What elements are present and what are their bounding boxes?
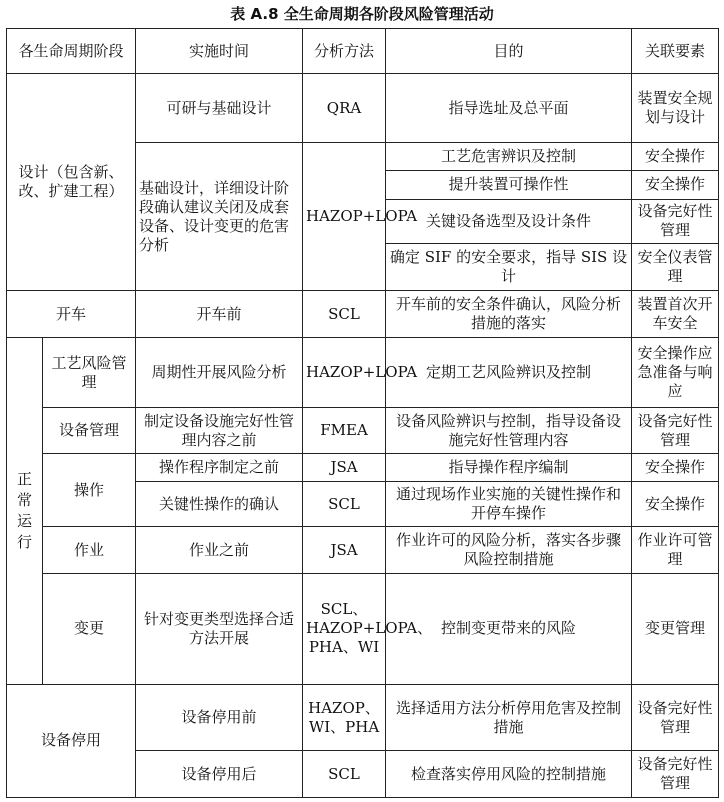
stage-design: 设计（包含新、改、扩建工程） [7, 74, 136, 291]
substage-operation: 操作 [43, 453, 136, 527]
cell-purpose: 指导选址及总平面 [386, 74, 632, 143]
cell-method: SCL [303, 482, 386, 527]
cell-method: SCL、HAZOP+LOPA、PHA、WI [303, 573, 386, 684]
cell-method: SCL [303, 751, 386, 798]
stage-startup: 开车 [7, 291, 136, 337]
substage-equipment: 设备管理 [43, 408, 136, 453]
cell-time: 设备停用后 [136, 751, 303, 798]
table-title: 表 A.8 全生命周期各阶段风险管理活动 [230, 5, 494, 23]
header-row [7, 29, 719, 74]
cell-purpose: 关键设备选型及设计条件 [386, 199, 632, 243]
cell-purpose: 确定 SIF 的安全要求，指导 SIS 设计 [386, 243, 632, 290]
cell-method: JSA [303, 527, 386, 573]
substage-change: 变更 [43, 573, 136, 684]
table-row [7, 337, 719, 408]
cell-element: 作业许可管理 [632, 527, 719, 573]
cell-method: SCL [303, 291, 386, 337]
cell-element: 设备完好性管理 [632, 751, 719, 798]
cell-element: 装置首次开车安全 [632, 291, 719, 337]
cell-time: 基础设计，详细设计阶段确认建议关闭及成套设备、设计变更的危害分析 [136, 143, 303, 291]
cell-purpose: 设备风险辨识与控制，指导设备设施完好性管理内容 [386, 408, 632, 453]
header-element: 关联要素 [632, 29, 719, 74]
table-row [7, 573, 719, 684]
cell-time: 周期性开展风险分析 [136, 337, 303, 408]
table-row [7, 684, 719, 751]
cell-purpose: 工艺危害辨识及控制 [386, 143, 632, 171]
cell-time: 操作程序制定之前 [136, 453, 303, 481]
cell-element: 设备完好性管理 [632, 408, 719, 453]
cell-element: 变更管理 [632, 573, 719, 684]
table-row [7, 291, 719, 337]
cell-purpose: 检查落实停用风险的控制措施 [386, 751, 632, 798]
cell-purpose: 作业许可的风险分析，落实各步骤风险控制措施 [386, 527, 632, 573]
cell-time: 制定设备设施完好性管理内容之前 [136, 408, 303, 453]
cell-method: QRA [303, 74, 386, 143]
cell-method: HAZOP+LOPA [303, 143, 386, 291]
lifecycle-risk-table [6, 28, 719, 798]
cell-purpose: 指导操作程序编制 [386, 453, 632, 481]
table-row [7, 408, 719, 453]
cell-element: 安全操作 [632, 143, 719, 171]
header-method: 分析方法 [303, 29, 386, 74]
cell-time: 开车前 [136, 291, 303, 337]
substage-work: 作业 [43, 527, 136, 573]
cell-element: 安全操作应急准备与响应 [632, 337, 719, 408]
substage-process-risk: 工艺风险管理 [43, 337, 136, 408]
cell-element: 装置安全规划与设计 [632, 74, 719, 143]
header-purpose: 目的 [386, 29, 632, 74]
cell-time: 作业之前 [136, 527, 303, 573]
cell-method: JSA [303, 453, 386, 481]
cell-purpose: 选择适用方法分析停用危害及控制措施 [386, 684, 632, 751]
table-row [7, 74, 719, 143]
cell-method: HAZOP+LOPA [303, 337, 386, 408]
cell-element: 设备完好性管理 [632, 684, 719, 751]
cell-element: 安全操作 [632, 482, 719, 527]
cell-purpose: 通过现场作业实施的关键性操作和开停车操作 [386, 482, 632, 527]
cell-method: FMEA [303, 408, 386, 453]
cell-purpose: 开车前的安全条件确认，风险分析措施的落实 [386, 291, 632, 337]
cell-element: 安全操作 [632, 171, 719, 199]
cell-time: 设备停用前 [136, 684, 303, 751]
cell-element: 安全仪表管理 [632, 243, 719, 290]
cell-element: 安全操作 [632, 453, 719, 481]
cell-element: 设备完好性管理 [632, 199, 719, 243]
stage-shutdown: 设备停用 [7, 684, 136, 797]
cell-purpose: 控制变更带来的风险 [386, 573, 632, 684]
cell-purpose: 提升装置可操作性 [386, 171, 632, 199]
cell-time: 针对变更类型选择合适方法开展 [136, 573, 303, 684]
cell-method: HAZOP、WI、PHA [303, 684, 386, 751]
stage-normal-operation: 正常运行 [7, 337, 43, 684]
table-row [7, 527, 719, 573]
table-row [7, 453, 719, 481]
cell-purpose: 定期工艺风险辨识及控制 [386, 337, 632, 408]
cell-time: 可研与基础设计 [136, 74, 303, 143]
header-stage: 各生命周期阶段 [7, 29, 136, 74]
header-time: 实施时间 [136, 29, 303, 74]
cell-time: 关键性操作的确认 [136, 482, 303, 527]
